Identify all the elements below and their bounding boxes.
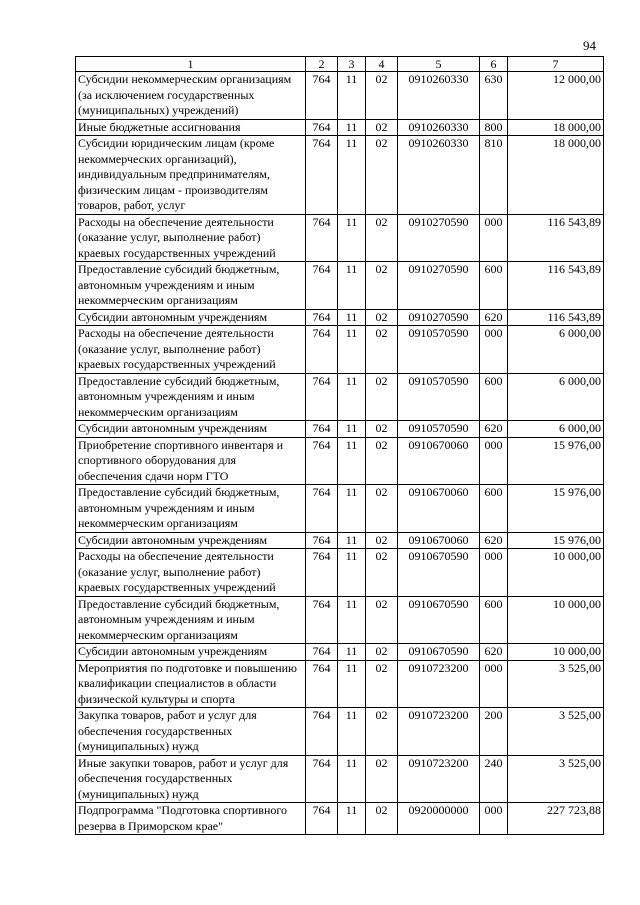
row-expense-type: 620 (480, 421, 508, 438)
row-amount: 18 000,00 (508, 119, 604, 136)
row-name: Приобретение спортивного инвентаря и спортивного оборудования для обеспечения сдачи норм ГТО (76, 437, 306, 485)
row-section: 11 (338, 326, 366, 374)
row-amount: 6 000,00 (508, 421, 604, 438)
row-grbs: 764 (306, 309, 338, 326)
table-row (76, 803, 604, 835)
row-target-article: 0910723200 (398, 660, 480, 708)
row-amount: 6 000,00 (508, 373, 604, 421)
header-cell: 4 (366, 57, 398, 72)
row-expense-type: 600 (480, 373, 508, 421)
table-row (76, 549, 604, 597)
row-target-article: 0910270590 (398, 309, 480, 326)
row-target-article: 0910260330 (398, 72, 480, 120)
row-name: Субсидии автономным учреждениям (76, 421, 306, 438)
row-expense-type: 810 (480, 136, 508, 215)
row-subsection: 02 (366, 214, 398, 262)
table-row (76, 72, 604, 120)
row-section: 11 (338, 755, 366, 803)
row-expense-type: 000 (480, 660, 508, 708)
row-expense-type: 000 (480, 214, 508, 262)
table-row (76, 136, 604, 215)
row-expense-type: 620 (480, 532, 508, 549)
row-subsection: 02 (366, 437, 398, 485)
table-row (76, 214, 604, 262)
table-row (76, 437, 604, 485)
table-row (76, 644, 604, 661)
row-expense-type: 600 (480, 485, 508, 533)
row-name: Расходы на обеспечение деятельности (оказание услуг, выполнение работ) краевых государственных учреждений (76, 326, 306, 374)
row-name: Иные закупки товаров, работ и услуг для обеспечения государственных (муниципальных) нужд (76, 755, 306, 803)
row-expense-type: 620 (480, 309, 508, 326)
row-amount: 15 976,00 (508, 485, 604, 533)
row-section: 11 (338, 532, 366, 549)
row-expense-type: 600 (480, 262, 508, 310)
row-amount: 3 525,00 (508, 660, 604, 708)
row-subsection: 02 (366, 309, 398, 326)
row-section: 11 (338, 708, 366, 756)
table-row (76, 660, 604, 708)
header-cell: 3 (338, 57, 366, 72)
row-name: Иные бюджетные ассигнования (76, 119, 306, 136)
row-subsection: 02 (366, 326, 398, 374)
row-grbs: 764 (306, 596, 338, 644)
row-grbs: 764 (306, 373, 338, 421)
row-name: Субсидии юридическим лицам (кроме некоммерческих организаций), индивидуальным предпринимателям, физическим лицам - производителям товаров, работ, услуг (76, 136, 306, 215)
row-name: Расходы на обеспечение деятельности (оказание услуг, выполнение работ) краевых государственных учреждений (76, 549, 306, 597)
row-expense-type: 600 (480, 596, 508, 644)
row-target-article: 0910570590 (398, 373, 480, 421)
row-subsection: 02 (366, 803, 398, 835)
table-row (76, 755, 604, 803)
row-name: Предоставление субсидий бюджетным, автономным учреждениям и иным некоммерческим организациям (76, 596, 306, 644)
row-section: 11 (338, 596, 366, 644)
page-number: 94 (583, 38, 596, 53)
row-section: 11 (338, 136, 366, 215)
row-subsection: 02 (366, 485, 398, 533)
row-amount: 3 525,00 (508, 708, 604, 756)
row-subsection: 02 (366, 596, 398, 644)
row-amount: 15 976,00 (508, 437, 604, 485)
row-section: 11 (338, 660, 366, 708)
row-expense-type: 800 (480, 119, 508, 136)
row-target-article: 0910670060 (398, 437, 480, 485)
row-grbs: 764 (306, 326, 338, 374)
table-row (76, 532, 604, 549)
row-target-article: 0910670060 (398, 485, 480, 533)
row-section: 11 (338, 644, 366, 661)
row-section: 11 (338, 437, 366, 485)
row-amount: 116 543,89 (508, 214, 604, 262)
row-amount: 10 000,00 (508, 596, 604, 644)
row-target-article: 0910570590 (398, 421, 480, 438)
row-amount: 12 000,00 (508, 72, 604, 120)
row-expense-type: 240 (480, 755, 508, 803)
table-row (76, 485, 604, 533)
row-section: 11 (338, 803, 366, 835)
row-section: 11 (338, 309, 366, 326)
header-row (76, 57, 604, 72)
row-grbs: 764 (306, 644, 338, 661)
table-row (76, 596, 604, 644)
row-subsection: 02 (366, 373, 398, 421)
row-amount: 116 543,89 (508, 309, 604, 326)
row-section: 11 (338, 421, 366, 438)
row-expense-type: 000 (480, 549, 508, 597)
row-name: Закупка товаров, работ и услуг для обеспечения государственных (муниципальных) нужд (76, 708, 306, 756)
row-grbs: 764 (306, 437, 338, 485)
header-cell: 5 (398, 57, 480, 72)
row-amount: 15 976,00 (508, 532, 604, 549)
row-amount: 227 723,88 (508, 803, 604, 835)
table-row (76, 373, 604, 421)
row-target-article: 0910260330 (398, 136, 480, 215)
row-name: Субсидии некоммерческим организациям (за исключением государственных (муниципальных) учреждений) (76, 72, 306, 120)
row-target-article: 0910260330 (398, 119, 480, 136)
row-target-article: 0910570590 (398, 326, 480, 374)
row-expense-type: 630 (480, 72, 508, 120)
row-subsection: 02 (366, 660, 398, 708)
row-section: 11 (338, 214, 366, 262)
table-row (76, 309, 604, 326)
row-target-article: 0920000000 (398, 803, 480, 835)
row-name: Субсидии автономным учреждениям (76, 309, 306, 326)
row-grbs: 764 (306, 421, 338, 438)
table-row (76, 708, 604, 756)
row-grbs: 764 (306, 119, 338, 136)
row-target-article: 0910670590 (398, 644, 480, 661)
row-section: 11 (338, 72, 366, 120)
row-grbs: 764 (306, 660, 338, 708)
budget-table (75, 56, 604, 835)
row-target-article: 0910670060 (398, 532, 480, 549)
table-row (76, 119, 604, 136)
row-grbs: 764 (306, 549, 338, 597)
row-subsection: 02 (366, 262, 398, 310)
row-amount: 116 543,89 (508, 262, 604, 310)
row-grbs: 764 (306, 755, 338, 803)
row-name: Подпрограмма "Подготовка спортивного резерва в Приморском крае" (76, 803, 306, 835)
row-name: Мероприятия по подготовке и повышению квалификации специалистов в области физической культуры и спорта (76, 660, 306, 708)
row-grbs: 764 (306, 532, 338, 549)
row-amount: 10 000,00 (508, 644, 604, 661)
row-expense-type: 620 (480, 644, 508, 661)
row-target-article: 0910723200 (398, 755, 480, 803)
row-grbs: 764 (306, 485, 338, 533)
row-expense-type: 000 (480, 326, 508, 374)
row-name: Субсидии автономным учреждениям (76, 532, 306, 549)
row-target-article: 0910270590 (398, 262, 480, 310)
row-subsection: 02 (366, 708, 398, 756)
row-expense-type: 000 (480, 803, 508, 835)
row-section: 11 (338, 485, 366, 533)
row-section: 11 (338, 119, 366, 136)
row-subsection: 02 (366, 421, 398, 438)
row-grbs: 764 (306, 803, 338, 835)
row-subsection: 02 (366, 72, 398, 120)
row-target-article: 0910670590 (398, 596, 480, 644)
row-amount: 18 000,00 (508, 136, 604, 215)
row-target-article: 0910723200 (398, 708, 480, 756)
table-row (76, 326, 604, 374)
row-name: Предоставление субсидий бюджетным, автономным учреждениям и иным некоммерческим организациям (76, 262, 306, 310)
row-amount: 3 525,00 (508, 755, 604, 803)
row-grbs: 764 (306, 136, 338, 215)
row-name: Предоставление субсидий бюджетным, автономным учреждениям и иным некоммерческим организациям (76, 485, 306, 533)
row-name: Расходы на обеспечение деятельности (оказание услуг, выполнение работ) краевых государственных учреждений (76, 214, 306, 262)
table-row (76, 421, 604, 438)
row-section: 11 (338, 549, 366, 597)
row-grbs: 764 (306, 72, 338, 120)
row-section: 11 (338, 262, 366, 310)
row-target-article: 0910670590 (398, 549, 480, 597)
header-cell: 1 (76, 57, 306, 72)
row-amount: 10 000,00 (508, 549, 604, 597)
row-grbs: 764 (306, 708, 338, 756)
table-row (76, 262, 604, 310)
row-subsection: 02 (366, 532, 398, 549)
row-grbs: 764 (306, 262, 338, 310)
row-subsection: 02 (366, 136, 398, 215)
row-subsection: 02 (366, 644, 398, 661)
row-amount: 6 000,00 (508, 326, 604, 374)
row-subsection: 02 (366, 119, 398, 136)
header-cell: 6 (480, 57, 508, 72)
header-cell: 2 (306, 57, 338, 72)
header-cell: 7 (508, 57, 604, 72)
row-subsection: 02 (366, 755, 398, 803)
row-name: Субсидии автономным учреждениям (76, 644, 306, 661)
row-target-article: 0910270590 (398, 214, 480, 262)
row-expense-type: 000 (480, 437, 508, 485)
row-expense-type: 200 (480, 708, 508, 756)
row-grbs: 764 (306, 214, 338, 262)
row-name: Предоставление субсидий бюджетным, автономным учреждениям и иным некоммерческим организациям (76, 373, 306, 421)
row-subsection: 02 (366, 549, 398, 597)
row-section: 11 (338, 373, 366, 421)
